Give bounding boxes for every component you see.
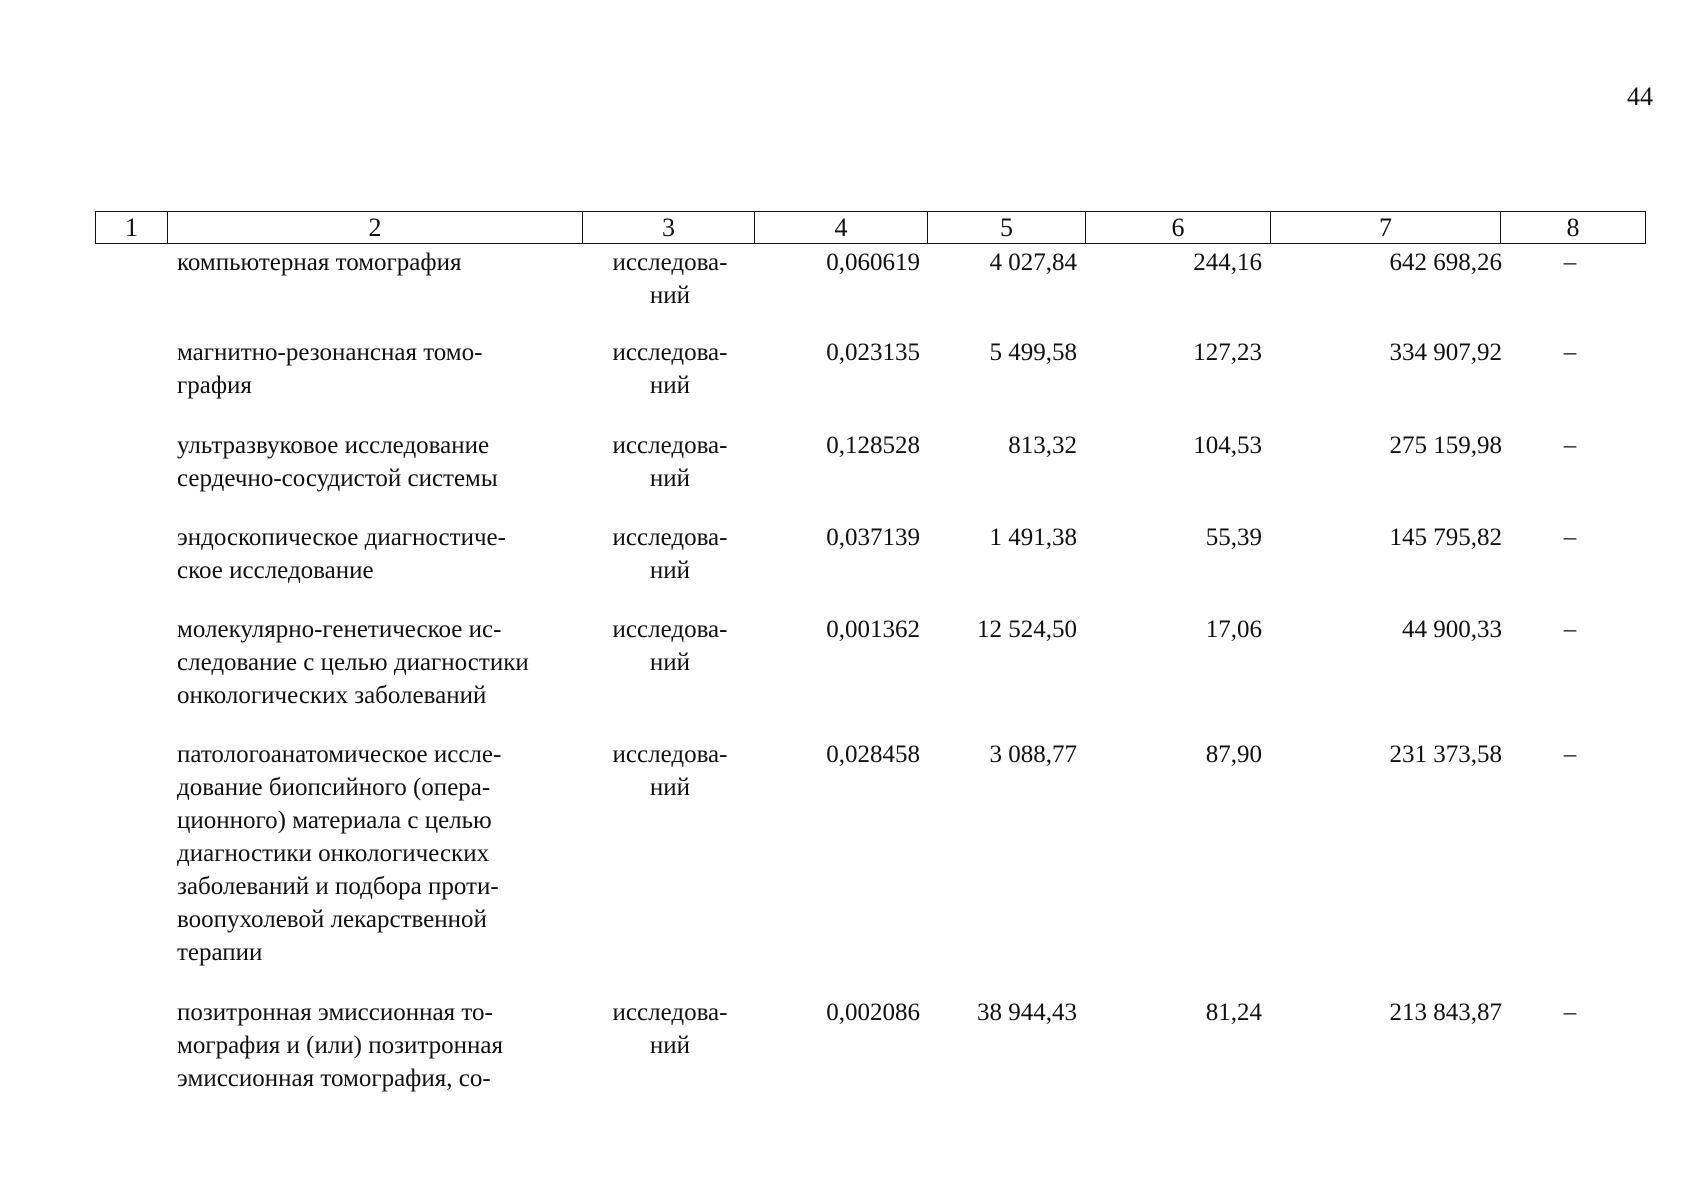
column-4-value: 0,028458 xyxy=(826,741,920,768)
study-name-line: магнитно-резонансная томо- xyxy=(177,339,483,366)
study-name xyxy=(177,246,569,279)
study-name-line: ультразвуковое исследование xyxy=(177,432,490,459)
unit-of-measure-line: ний xyxy=(649,372,691,399)
study-name-line: сердечно-сосудистой системы xyxy=(177,465,498,492)
column-6-value: 81,24 xyxy=(1205,999,1262,1026)
unit-of-measure-line: ний xyxy=(649,282,691,309)
unit-of-measure-line: ний xyxy=(649,774,691,801)
column-7-value: 231 373,58 xyxy=(1389,741,1502,768)
column-5-value: 813,32 xyxy=(1008,432,1077,459)
study-name-line: патологоанатомическое иссле- xyxy=(177,741,502,768)
study-name xyxy=(177,738,569,969)
column-8-value: – xyxy=(1563,524,1577,551)
column-6-value: 55,39 xyxy=(1205,524,1262,551)
column-7-value: 334 907,92 xyxy=(1389,339,1502,366)
column-number-8: 8 xyxy=(1501,212,1646,244)
column-number-3: 3 xyxy=(583,212,755,244)
column-6-value: 127,23 xyxy=(1193,339,1262,366)
study-name-line: онкологических заболеваний xyxy=(177,682,487,709)
column-7-value: 145 795,82 xyxy=(1389,524,1502,551)
unit-of-measure xyxy=(590,613,750,679)
unit-of-measure xyxy=(590,336,750,402)
study-name-line: мография и (или) позитронная xyxy=(177,1032,503,1059)
unit-of-measure-line: ний xyxy=(649,649,691,676)
column-4-value: 0,002086 xyxy=(826,999,920,1026)
unit-of-measure-line: исследова- xyxy=(612,616,728,643)
column-number-4: 4 xyxy=(755,212,928,244)
column-6-value: 104,53 xyxy=(1193,432,1262,459)
column-8-value: – xyxy=(1563,616,1577,643)
column-8-value: – xyxy=(1563,339,1577,366)
column-4-value: 0,001362 xyxy=(826,616,920,643)
column-5-value: 38 944,43 xyxy=(977,999,1077,1026)
column-4-value: 0,023135 xyxy=(826,339,920,366)
column-number-6: 6 xyxy=(1086,212,1271,244)
column-5-value: 3 088,77 xyxy=(989,741,1077,768)
unit-of-measure-line: исследова- xyxy=(612,339,728,366)
study-name-line: графия xyxy=(177,372,252,399)
study-name-line: ционного) материала с целью xyxy=(177,807,492,834)
study-name-line: эмиссионная томография, со- xyxy=(177,1065,491,1092)
column-5-value: 4 027,84 xyxy=(989,249,1077,276)
unit-of-measure-line: ний xyxy=(649,1032,691,1059)
study-name-line: терапии xyxy=(177,939,263,966)
column-8-value: – xyxy=(1563,741,1577,768)
column-7-value: 275 159,98 xyxy=(1389,432,1502,459)
column-8-value: – xyxy=(1563,432,1577,459)
column-4-value: 0,060619 xyxy=(826,249,920,276)
unit-of-measure xyxy=(590,738,750,804)
column-5-value: 5 499,58 xyxy=(989,339,1077,366)
study-name-line: ское исследование xyxy=(177,557,374,584)
study-name-line: диагностики онкологических xyxy=(177,840,490,867)
unit-of-measure-line: ний xyxy=(649,557,691,584)
study-name-line: воопухолевой лекарственной xyxy=(177,906,487,933)
column-number-7: 7 xyxy=(1271,212,1501,244)
column-6-value: 244,16 xyxy=(1193,249,1262,276)
unit-of-measure-line: исследова- xyxy=(612,741,728,768)
unit-of-measure xyxy=(590,429,750,495)
column-5-value: 1 491,38 xyxy=(989,524,1077,551)
study-name-line: позитронная эмиссионная то- xyxy=(177,999,493,1026)
unit-of-measure-line: исследова- xyxy=(612,999,728,1026)
study-name-line: дование биопсийного (опера- xyxy=(177,774,491,801)
study-name xyxy=(177,613,569,712)
column-7-value: 642 698,26 xyxy=(1389,249,1502,276)
unit-of-measure-line: ний xyxy=(649,465,691,492)
column-6-value: 87,90 xyxy=(1205,741,1262,768)
column-6-value: 17,06 xyxy=(1205,616,1262,643)
study-name xyxy=(177,429,569,495)
unit-of-measure xyxy=(590,521,750,587)
column-8-value: – xyxy=(1563,249,1577,276)
column-7-value: 44 900,33 xyxy=(1402,616,1502,643)
study-name-line: компьютерная томография xyxy=(177,249,462,276)
unit-of-measure-line: исследова- xyxy=(612,432,728,459)
study-name-line: следование с целью диагностики xyxy=(177,649,529,676)
unit-of-measure xyxy=(590,246,750,312)
study-name xyxy=(177,521,569,587)
column-5-value: 12 524,50 xyxy=(977,616,1077,643)
column-number-1: 1 xyxy=(96,212,168,244)
study-name-line: эндоскопическое диагностиче- xyxy=(177,524,506,551)
study-name-line: заболеваний и подбора проти- xyxy=(177,873,499,900)
study-name xyxy=(177,336,569,402)
column-4-value: 0,128528 xyxy=(826,432,920,459)
unit-of-measure-line: исследова- xyxy=(612,524,728,551)
study-name xyxy=(177,996,569,1095)
column-4-value: 0,037139 xyxy=(826,524,920,551)
unit-of-measure-line: исследова- xyxy=(612,249,728,276)
unit-of-measure xyxy=(590,996,750,1062)
column-number-2: 2 xyxy=(168,212,583,244)
column-number-5: 5 xyxy=(928,212,1086,244)
column-7-value: 213 843,87 xyxy=(1389,999,1502,1026)
study-name-line: молекулярно-генетическое ис- xyxy=(177,616,502,643)
page-number: 44 xyxy=(1627,82,1653,111)
column-8-value: – xyxy=(1563,999,1577,1026)
